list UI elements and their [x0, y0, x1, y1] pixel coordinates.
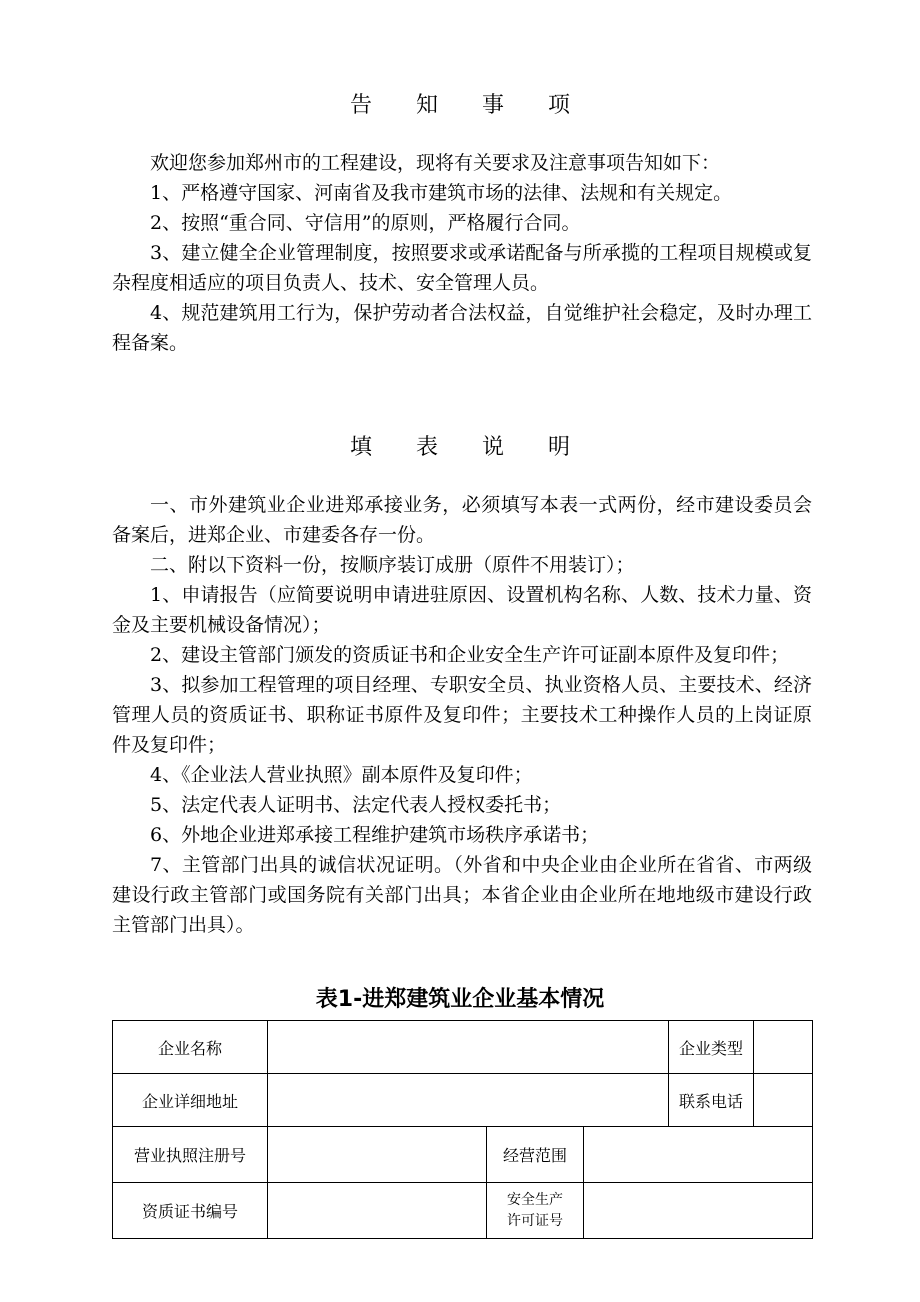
- phone-label: 联系电话: [669, 1074, 754, 1126]
- safety-permit-field[interactable]: [584, 1183, 813, 1239]
- company-name-label: 企业名称: [113, 1021, 268, 1074]
- address-label: 企业详细地址: [113, 1074, 268, 1127]
- company-type-field[interactable]: [754, 1021, 812, 1073]
- business-scope-field[interactable]: [584, 1127, 813, 1183]
- instructions-body: [112, 490, 812, 940]
- qualification-no-field[interactable]: [268, 1183, 487, 1239]
- instruction-paragraph: 6、外地企业进郑承接工程维护建筑市场秩序承诺书；: [150, 824, 600, 846]
- notice-paragraph: 1、严格遵守国家、河南省及我市建筑市场的法律、法规和有关规定。: [150, 182, 733, 204]
- business-scope-label: 经营范围: [487, 1127, 584, 1183]
- notice-paragraph: 2、按照“重合同、守信用”的原则，严格履行合同。: [150, 212, 581, 234]
- license-no-label: 营业执照注册号: [113, 1127, 268, 1183]
- company-type-split: [669, 1021, 813, 1074]
- address-field[interactable]: [268, 1074, 669, 1127]
- notice-paragraph: 3、建立健全企业管理制度，按照要求或承诺配备与所承揽的工程项目规模或复杂程度相适应的项目负责人、技术、安全管理人员。: [112, 242, 812, 294]
- qualification-no-label: 资质证书编号: [113, 1183, 268, 1239]
- safety-permit-label-line2: 许可证号: [507, 1212, 563, 1229]
- instruction-paragraph: 二、附以下资料一份，按顺序装订成册（原件不用装订）；: [150, 554, 635, 576]
- phone-field[interactable]: [754, 1074, 812, 1126]
- notice-paragraph: 4、规范建筑用工行为，保护劳动者合法权益，自觉维护社会稳定，及时办理工程备案。: [112, 302, 812, 354]
- safety-permit-label: [487, 1183, 584, 1239]
- company-name-field[interactable]: [268, 1021, 669, 1074]
- table-title: 表1-进郑建筑业企业基本情况: [315, 987, 605, 1012]
- instruction-paragraph: 一、市外建筑业企业进郑承接业务，必须填写本表一式两份，经市建设委员会备案后，进郑企业、市建委各存一份。: [112, 494, 812, 546]
- instructions-title: 填表说明: [349, 435, 614, 460]
- safety-permit-label-line1: 安全生产: [507, 1191, 563, 1208]
- instruction-paragraph: 1、申请报告（应简要说明申请进驻原因、设置机构名称、人数、技术力量、资金及主要机械设备情况）；: [112, 584, 812, 636]
- company-type-label: 企业类型: [669, 1021, 754, 1073]
- phone-split: [669, 1074, 813, 1127]
- instruction-paragraph: 2、建设主管部门颁发的资质证书和企业安全生产许可证副本原件及复印件；: [150, 644, 790, 666]
- notice-title: 告知事项: [349, 93, 614, 118]
- license-no-field[interactable]: [268, 1127, 487, 1183]
- notice-body: [112, 148, 812, 358]
- instruction-paragraph: 7、主管部门出具的诚信状况证明。（外省和中央企业由企业所在省省、市两级建设行政主管部门或国务院有关部门出具；本省企业由企业所在地地级市建设行政主管部门出具）。: [112, 854, 812, 936]
- company-info-table: [112, 1020, 813, 1239]
- notice-paragraph: 欢迎您参加郑州市的工程建设，现将有关要求及注意事项告知如下：: [150, 152, 721, 174]
- instruction-paragraph: 5、法定代表人证明书、法定代表人授权委托书；: [150, 794, 562, 816]
- instruction-paragraph: 4、《企业法人营业执照》副本原件及复印件；: [150, 764, 533, 786]
- instruction-paragraph: 3、拟参加工程管理的项目经理、专职安全员、执业资格人员、主要技术、经济管理人员的资质证书、职称证书原件及复印件；主要技术工种操作人员的上岗证原件及复印件；: [112, 674, 812, 756]
